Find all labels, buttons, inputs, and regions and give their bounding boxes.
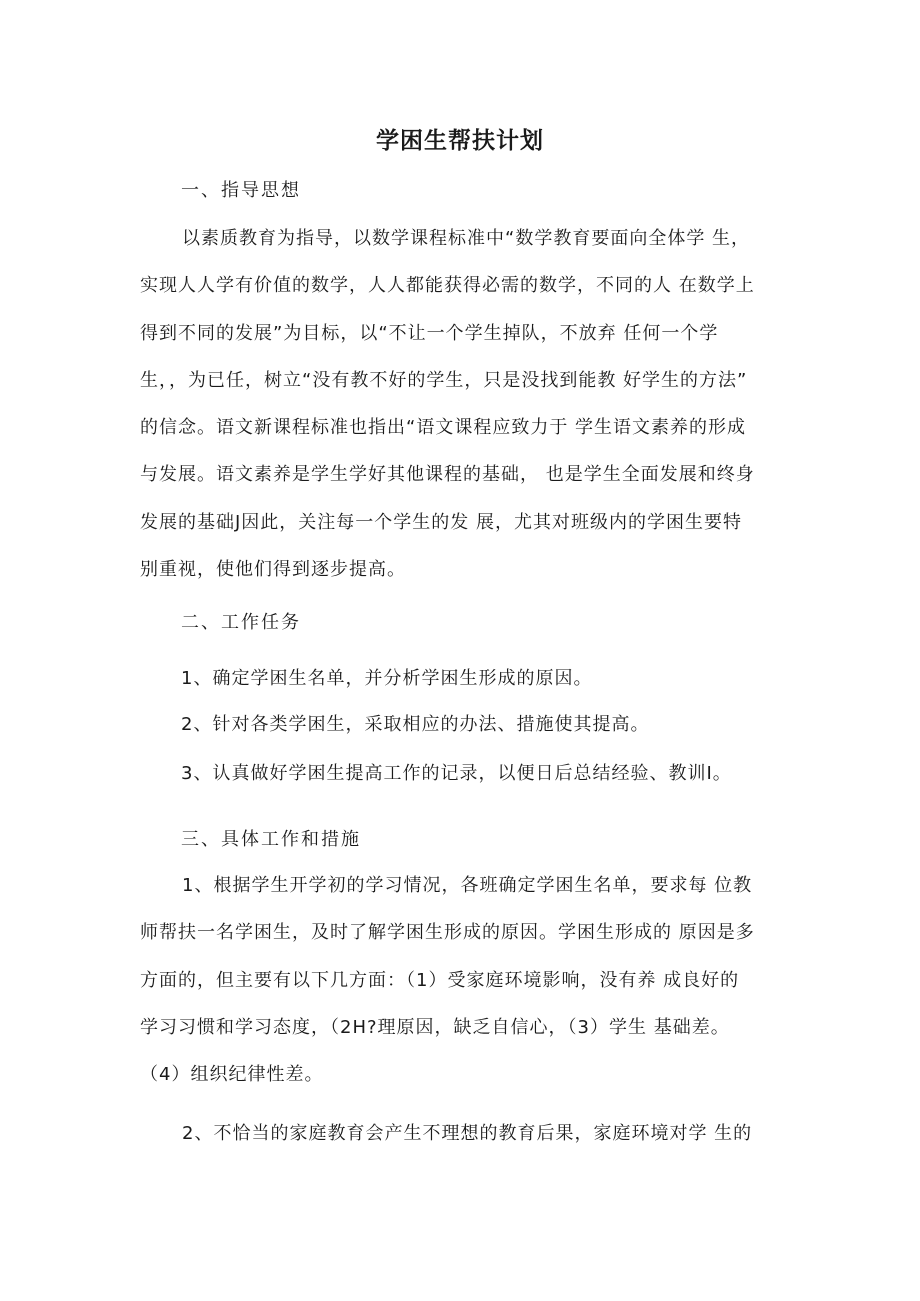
task-item: 3、认真做好学困生提高工作的记录，以便日后总结经验、教训I。 [181,763,732,784]
paragraph-measures-2 [140,1110,790,1157]
section-heading-work-tasks: 二、工作任务 [181,612,301,633]
paragraph-line: 生，，为已任，树立“没有教不好的学生，只是没找到能教 好学生的方法” [140,369,748,391]
paragraph-line: 得到不同的发展”为目标，以“不让一个学生掉队，不放弃 任何一个学 [140,322,719,344]
paragraph-line: 以素质教育为指导，以数学课程标准中“数学教育要面向全体学 生， [182,228,751,249]
paragraph-line: 师帮扶一名学困生，及时了解学困生形成的原因。学困生形成的 原因是多 [140,922,755,944]
paragraph-line: （4）组织纪律性差。 [140,1064,324,1086]
section-heading-measures: 三、具体工作和措施 [181,829,361,850]
paragraph-line: 与发展。语文素养是学生学好其他课程的基础， 也是学生全面发展和终身 [140,464,755,486]
paragraph-line: 1、根据学生开学初的学习情况，各班确定学困生名单，要求每 位教 [182,875,753,896]
document-title: 学困生帮扶计划 [376,128,544,154]
paragraph-line: 方面的，但主要有以下几方面：（1）受家庭环境影响，没有养 成良好的 [140,969,740,991]
paragraph-measures-1 [140,862,790,1098]
paragraph-line: 别重视，使他们得到逐步提高。 [140,559,406,581]
paragraph-line: 发展的基础J因此，关注每一个学生的发 展，尤其对班级内的学困生要特 [140,511,743,533]
task-item: 1、确定学困生名单，并分析学困生形成的原因。 [181,668,593,689]
section-heading-guiding-thought: 一、指导思想 [181,180,301,201]
paragraph-line: 实现人人学有价值的数学，人人都能获得必需的数学，不同的人 在数学上 [140,275,755,297]
paragraph-line: 学习习惯和学习态度，（2H?理原因，缺乏自信心，（3）学生 基础差。 [140,1016,730,1038]
paragraph-line: 的信念。语文新课程标准也指出“语文课程应致力于 学生语文素养的形成 [140,417,747,439]
task-item: 2、针对各类学困生，采取相应的办法、措施使其提高。 [181,714,650,735]
paragraph-guiding-thought [140,215,790,593]
paragraph-line: 2、不恰当的家庭教育会产生不理想的教育后果，家庭环境对学 生的 [182,1123,753,1144]
